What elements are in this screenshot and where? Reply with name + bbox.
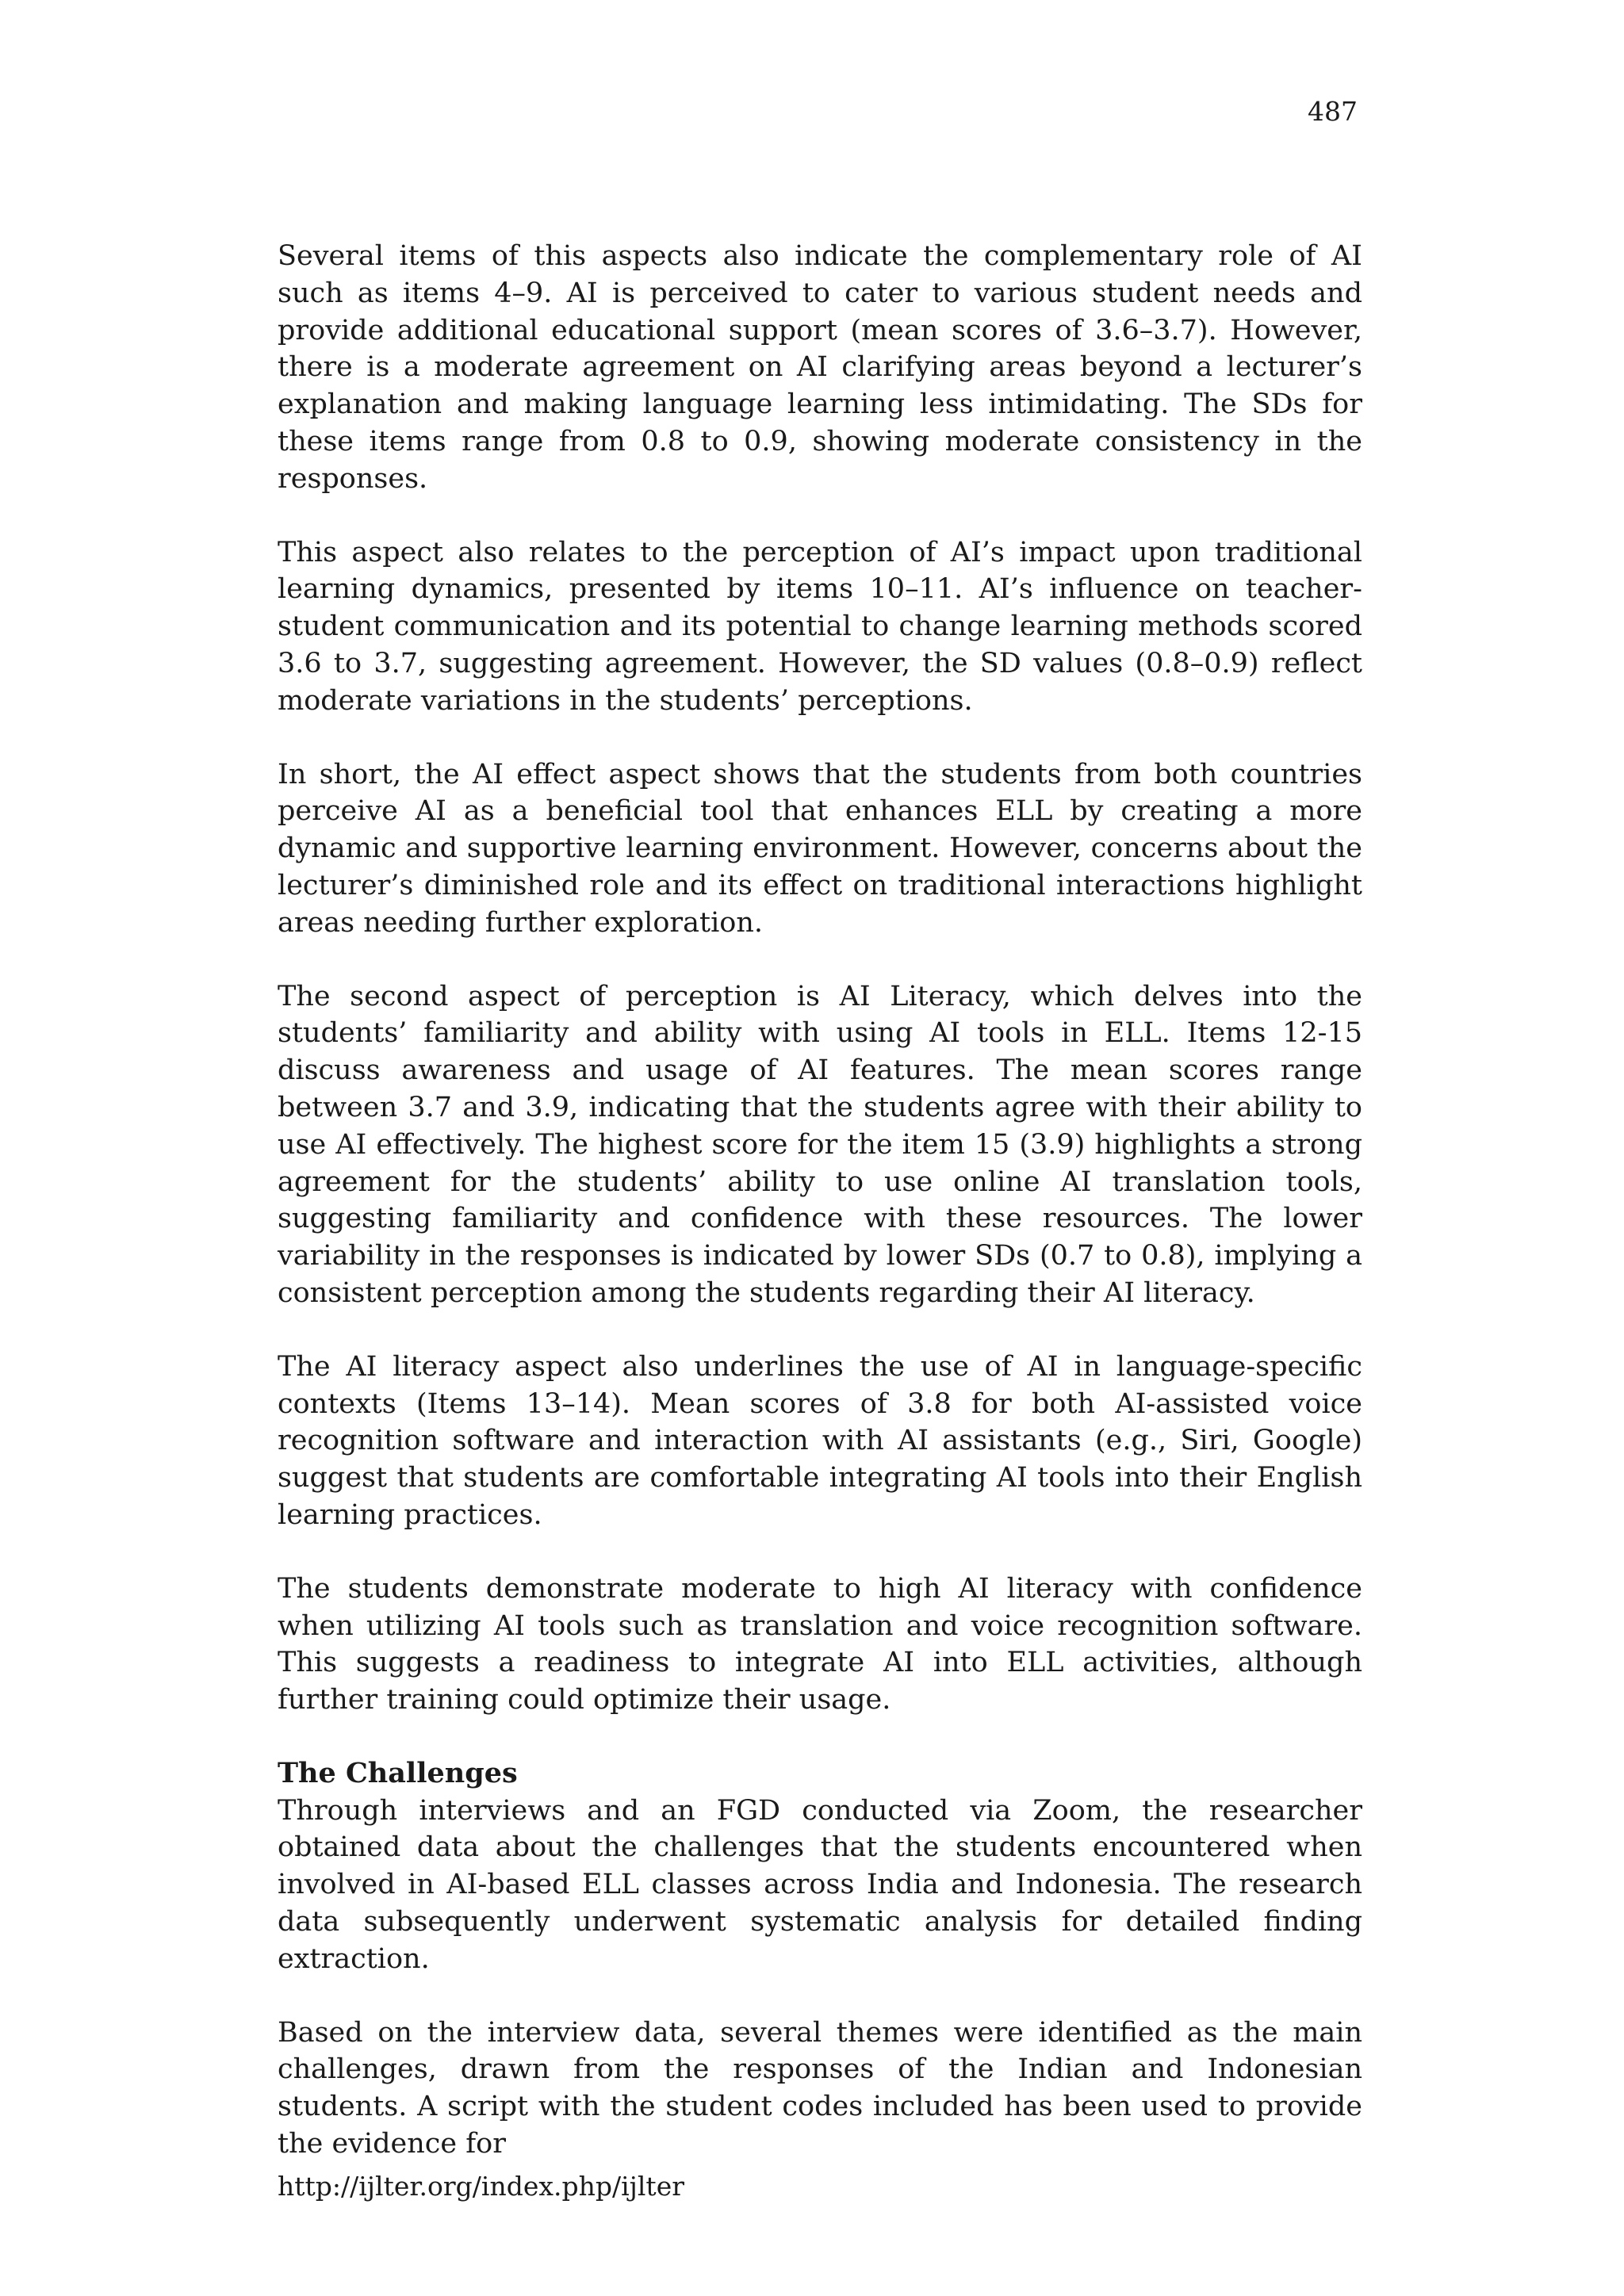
footer-url: http://ijlter.org/index.php/ijlter: [278, 2171, 684, 2202]
paragraph-language-specific-contexts: The AI literacy aspect also underlines the use of AI in language-specific contexts (Items 13–14). Mean scores of 3.8 for both AI-assisted voice recognition software and interaction with AI assistants (e.g., Siri, Google) suggest that students are comfortable integrating AI tools into their English learning practices.: [278, 1350, 1362, 1531]
paragraph-interview-themes: Based on the interview data, several themes were identified as the main challenges, drawn from the responses of the Indian and Indonesian students. A script with the student codes included has been used to provide the evidence for: [278, 2016, 1362, 2160]
paragraph-ai-effect-summary: In short, the AI effect aspect shows that the students from both countries perceive AI as a beneficial tool that enhances ELL by creating a more dynamic and supportive learning environment. However, concerns about the lecturer’s diminished role and its effect on traditional interactions highlight areas needing further exploration.: [278, 758, 1362, 939]
main-text: [278, 238, 1362, 2202]
page-number: 487: [1308, 96, 1358, 127]
paragraph-interviews-fgd: Through interviews and an FGD conducted via Zoom, the researcher obtained data about the challenges that the students encountered when involved in AI-based ELL classes across India and Indonesia. The research data subsequently underwent systematic analysis for detailed finding extraction.: [278, 1794, 1362, 1975]
paragraph-ai-literacy: The second aspect of perception is AI Literacy, which delves into the students’ familiarity and ability with using AI tools in ELL. Items 12-15 discuss awareness and usage of AI features. The mean scores range between 3.7 and 3.9, indicating that the students agree with their ability to use AI effectively. The highest score for the item 15 (3.9) highlights a strong agreement for the students’ ability to use online AI translation tools, suggesting familiarity and confidence with these resources. The lower variability in the responses is indicated by lower SDs (0.7 to 0.8), implying a consistent perception among the students regarding their AI literacy.: [278, 980, 1362, 1309]
paragraph-ai-complementary-role: Several items of this aspects also indicate the complementary role of AI such as items 4–9. AI is perceived to cater to various student needs and provide additional educational support (mean scores of 3.6–3.7). However, there is a moderate agreement on AI clarifying areas beyond a lecturer’s explanation and making language learning less intimidating. The SDs for these items range from 0.8 to 0.9, showing moderate consistency in the responses.: [278, 240, 1362, 495]
paragraph-traditional-learning-dynamics: This aspect also relates to the perception of AI’s impact upon traditional learning dynamics, presented by items 10–11. AI’s influence on teacher-student communication and its potential to change learning methods scored 3.6 to 3.7, suggesting agreement. However, the SD values (0.8–0.9) reflect moderate variations in the students’ perceptions.: [278, 536, 1362, 717]
section-heading-challenges: The Challenges: [278, 1756, 518, 1789]
paragraph-ai-literacy-summary: The students demonstrate moderate to high AI literacy with confidence when utilizing AI tools such as translation and voice recognition software. This suggests a readiness to integrate AI into ELL activities, although further training could optimize their usage.: [278, 1572, 1362, 1716]
